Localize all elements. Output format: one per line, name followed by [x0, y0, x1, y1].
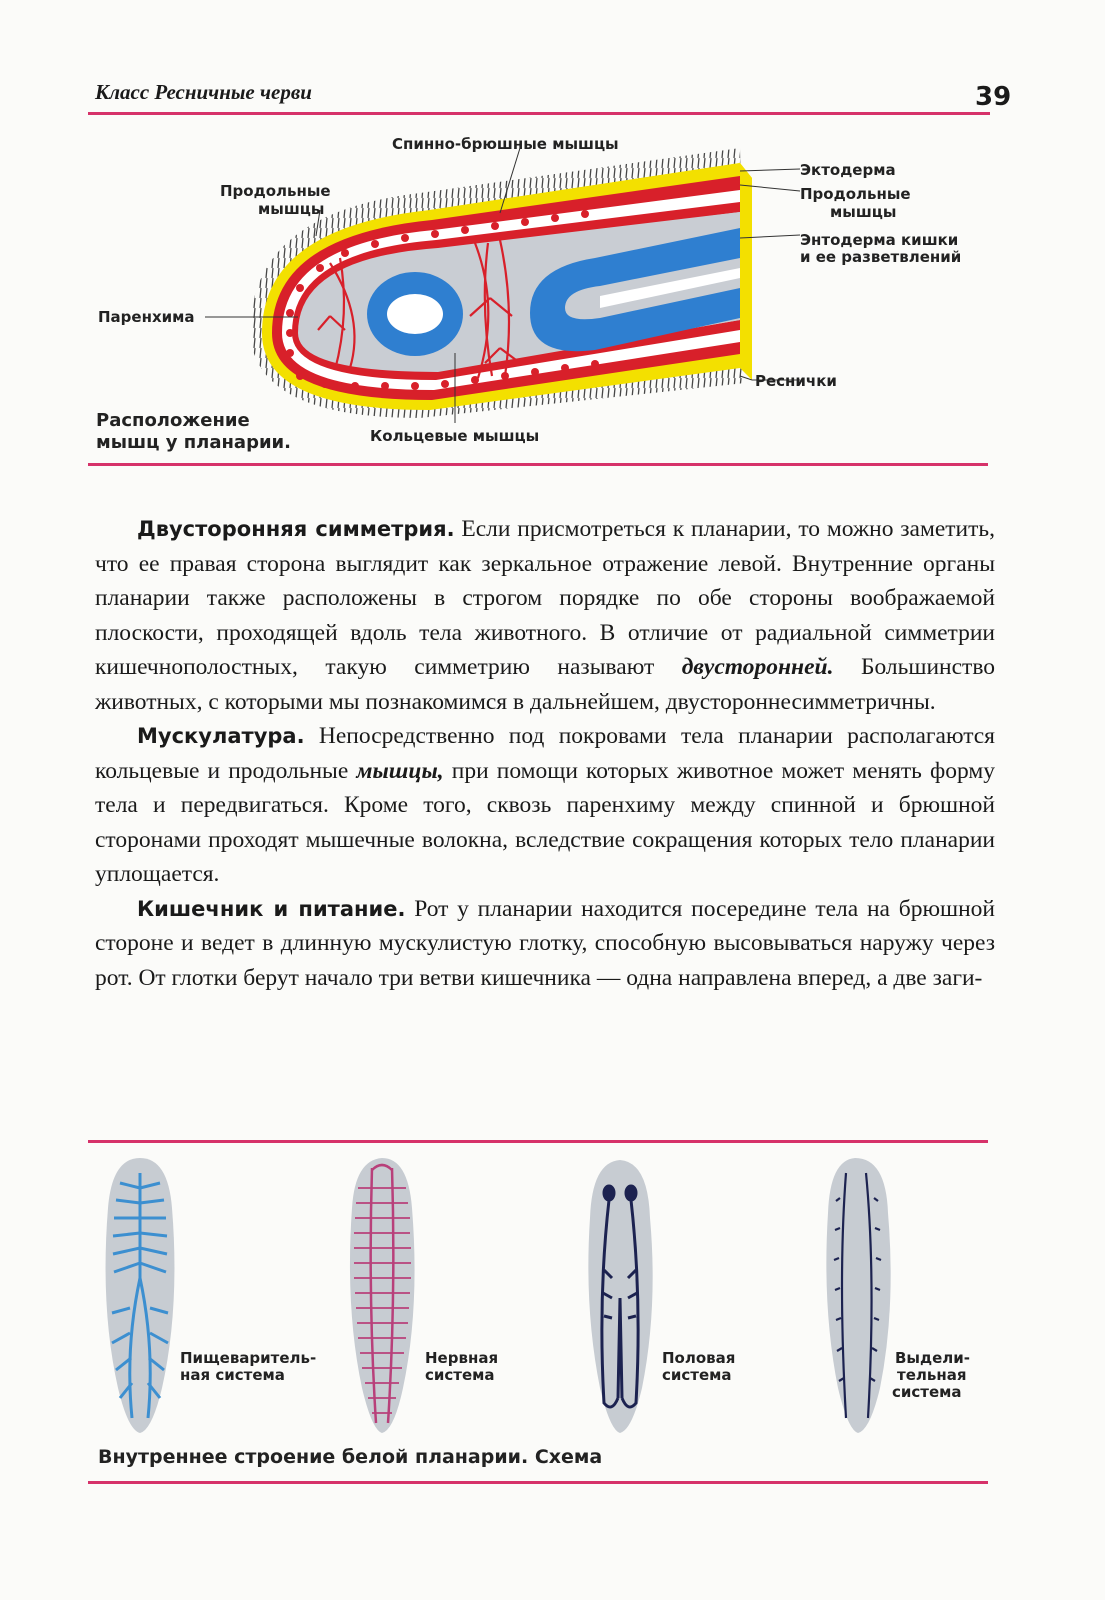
label-circular: Кольцевые мышцы [370, 427, 540, 445]
section-title: Класс Ресничные черви [95, 80, 312, 104]
label-longitudinal-left-2: мышцы [258, 200, 325, 218]
figure1-rule [88, 463, 988, 466]
label-digestive-1: Пищеваритель- [180, 1349, 317, 1367]
ectoderm-right-face [740, 163, 752, 380]
paragraph-muscles: Мускулатура. Непосредственно под покровами тела планарии располагаются кольцевые и продольные мышцы, при помощи которых животное может менять форму тела и передвигаться. Кроме того, сквозь паренхиму между спинной и брюшной сторонами проходят мышечные волокна, вследствие сокращения которых тело планарии уплощается. [95, 723, 995, 887]
label-nervous-1: Нервная [425, 1349, 499, 1367]
digestive-system-drawing [106, 1158, 175, 1433]
label-digestive-2: ная система [180, 1366, 285, 1384]
label-endoderm-1: Энтодерма кишки [800, 231, 959, 249]
label-cilia: Реснички [755, 372, 837, 390]
paragraph-gut: Кишечник и питание. Рот у планарии находится посередине тела на брюшной стороне и ведет в длинную мускулистую глотку, способную высовываться наружу через рот. От глотки берут начало три ветви кишечника — одна направлена вперед, а две заги- [95, 895, 995, 991]
label-reproductive-2: система [662, 1366, 732, 1384]
heading-symmetry: Двусторонняя симметрия. [137, 517, 455, 541]
term-bilateral: двусторонней. [681, 654, 834, 680]
label-reproductive-1: Половая [662, 1349, 736, 1367]
label-nervous-2: система [425, 1366, 495, 1384]
term-muscles: мышцы, [356, 757, 444, 784]
reproductive-system-drawing [588, 1160, 652, 1433]
paragraph-symmetry: Двусторонняя симметрия. Если присмотреться к планарии, то можно заметить, что ее правая сторона выглядит как зеркальное отражение левой. Внутренние органы планарии также расположены в строгом порядке по обе стороны воображаемой плоскости, проходящей вдоль тела животного. В отличие от радиальной симметрии кишечнополостных, такую симметрию называют двусторонней. Большинство животных, с которыми мы познакомимся в дальнейшем, двустороннесимметричны. [95, 516, 996, 715]
label-longitudinal-left-1: Продольные [220, 182, 331, 200]
figure1-caption-line2: мышц у планарии. [96, 432, 292, 453]
label-dorsoventral: Спинно-брюшные мышцы [392, 135, 619, 153]
label-excretory-3: система [892, 1383, 962, 1401]
footer-rule [88, 1481, 988, 1484]
nervous-system-drawing [350, 1158, 415, 1433]
header-rule [88, 112, 990, 115]
label-excretory-2: тельная [897, 1366, 967, 1384]
label-parenchyma: Паренхима [98, 308, 195, 326]
page-number: 39 [975, 82, 1012, 112]
label-endoderm-2: и ее разветвлений [800, 248, 962, 266]
label-longitudinal-right-2: мышцы [830, 203, 897, 221]
label-longitudinal-right-1: Продольные [800, 185, 911, 203]
figure1-caption-line1: Расположение [96, 410, 250, 431]
label-ectoderm: Эктодерма [800, 161, 896, 179]
label-excretory-1: Выдели- [895, 1349, 971, 1367]
figure1-caption [96, 410, 291, 454]
excretory-system-drawing [826, 1158, 890, 1433]
heading-gut: Кишечник и питание. [137, 896, 406, 921]
figure2-top-rule [88, 1140, 988, 1143]
figure2-caption: Внутреннее строение белой планарии. Схема [98, 1446, 603, 1468]
heading-muscles: Мускулатура. [137, 724, 305, 748]
body-text [95, 512, 995, 995]
planaria-systems-figure [0, 1148, 1105, 1443]
